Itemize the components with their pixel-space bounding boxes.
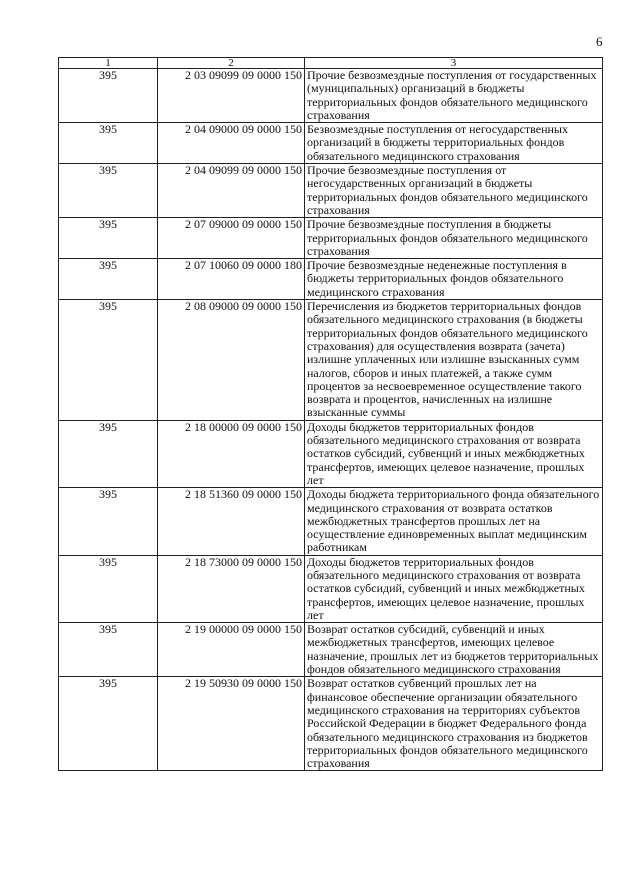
column-header-1: 1 [59,58,158,69]
income-code-cell: 2 07 10060 09 0000 180 [158,259,305,300]
admin-code-cell: 395 [59,69,158,123]
admin-code-cell: 395 [59,218,158,259]
table-row [59,488,603,555]
admin-code-cell: 395 [59,488,158,555]
admin-code-cell: 395 [59,164,158,218]
table-row [59,677,603,771]
income-code-cell: 2 07 09000 09 0000 150 [158,218,305,259]
table-row [59,555,603,622]
income-name-cell: Доходы бюджета территориального фонда обязательного медицинского страхования от возврата остатков межбюджетных трансфертов прошлых лет на осуществление единовременных выплат медицинским работникам [305,488,603,555]
admin-code-cell: 395 [59,259,158,300]
income-name-cell: Прочие безвозмездные поступления от негосударственных организаций в бюджеты территориальных фондов обязательного медицинского страхования [305,164,603,218]
table-row [59,623,603,677]
table-row [59,123,603,164]
income-name-cell: Перечисления из бюджетов территориальных фондов обязательного медицинского страхования (в бюджеты территориальных фондов обязательного медицинского страхования) для осуществления возврата (зачета) излишне уплаченных или излишне взысканных сумм налогов, сборов и иных платежей, а также сумм процентов за несвоевременное осуществление такого возврата и процентов, начисленных на излишне взысканные суммы [305,300,603,421]
income-code-cell: 2 08 09000 09 0000 150 [158,300,305,421]
admin-code-cell: 395 [59,555,158,622]
budget-classification-table [58,57,603,771]
admin-code-cell: 395 [59,300,158,421]
income-code-cell: 2 18 73000 09 0000 150 [158,555,305,622]
table-row [59,300,603,421]
table-row [59,69,603,123]
table-row [59,164,603,218]
income-code-cell: 2 04 09099 09 0000 150 [158,164,305,218]
admin-code-cell: 395 [59,123,158,164]
income-code-cell: 2 18 00000 09 0000 150 [158,420,305,487]
column-header-3: 3 [305,58,603,69]
income-name-cell: Прочие безвозмездные поступления от государственных (муниципальных) организаций в бюджеты территориальных фондов обязательного медицинского страхования [305,69,603,123]
income-name-cell: Возврат остатков субвенций прошлых лет на финансовое обеспечение организации обязательного медицинского страхования на территориях субъектов Российской Федерации в бюджет Федерального фонда обязательного медицинского страхования из бюджетов территориальных фондов обязательного медицинского страхования [305,677,603,771]
income-name-cell: Возврат остатков субсидий, субвенций и иных межбюджетных трансфертов, имеющих целевое назначение, прошлых лет из бюджетов территориальных фондов обязательного медицинского страхования [305,623,603,677]
income-code-cell: 2 04 09000 09 0000 150 [158,123,305,164]
admin-code-cell: 395 [59,623,158,677]
table-row [59,259,603,300]
admin-code-cell: 395 [59,677,158,771]
income-code-cell: 2 19 50930 09 0000 150 [158,677,305,771]
table-row [59,218,603,259]
income-code-cell: 2 03 09099 09 0000 150 [158,69,305,123]
income-name-cell: Безвозмездные поступления от негосударственных организаций в бюджеты территориальных фондов обязательного медицинского страхования [305,123,603,164]
page-number: 6 [596,34,603,49]
income-name-cell: Доходы бюджетов территориальных фондов обязательного медицинского страхования от возврата остатков субсидий, субвенций и иных межбюджетных трансфертов, имеющих целевое назначение, прошлых лет [305,555,603,622]
income-code-cell: 2 19 00000 09 0000 150 [158,623,305,677]
income-name-cell: Прочие безвозмездные поступления в бюджеты территориальных фондов обязательного медицинского страхования [305,218,603,259]
table-header-row [59,58,603,69]
table-row [59,420,603,487]
income-name-cell: Доходы бюджетов территориальных фондов обязательного медицинского страхования от возврата остатков субсидий, субвенций и иных межбюджетных трансфертов, имеющих целевое назначение, прошлых лет [305,420,603,487]
column-header-2: 2 [158,58,305,69]
admin-code-cell: 395 [59,420,158,487]
income-name-cell: Прочие безвозмездные неденежные поступления в бюджеты территориальных фондов обязательного медицинского страхования [305,259,603,300]
income-code-cell: 2 18 51360 09 0000 150 [158,488,305,555]
